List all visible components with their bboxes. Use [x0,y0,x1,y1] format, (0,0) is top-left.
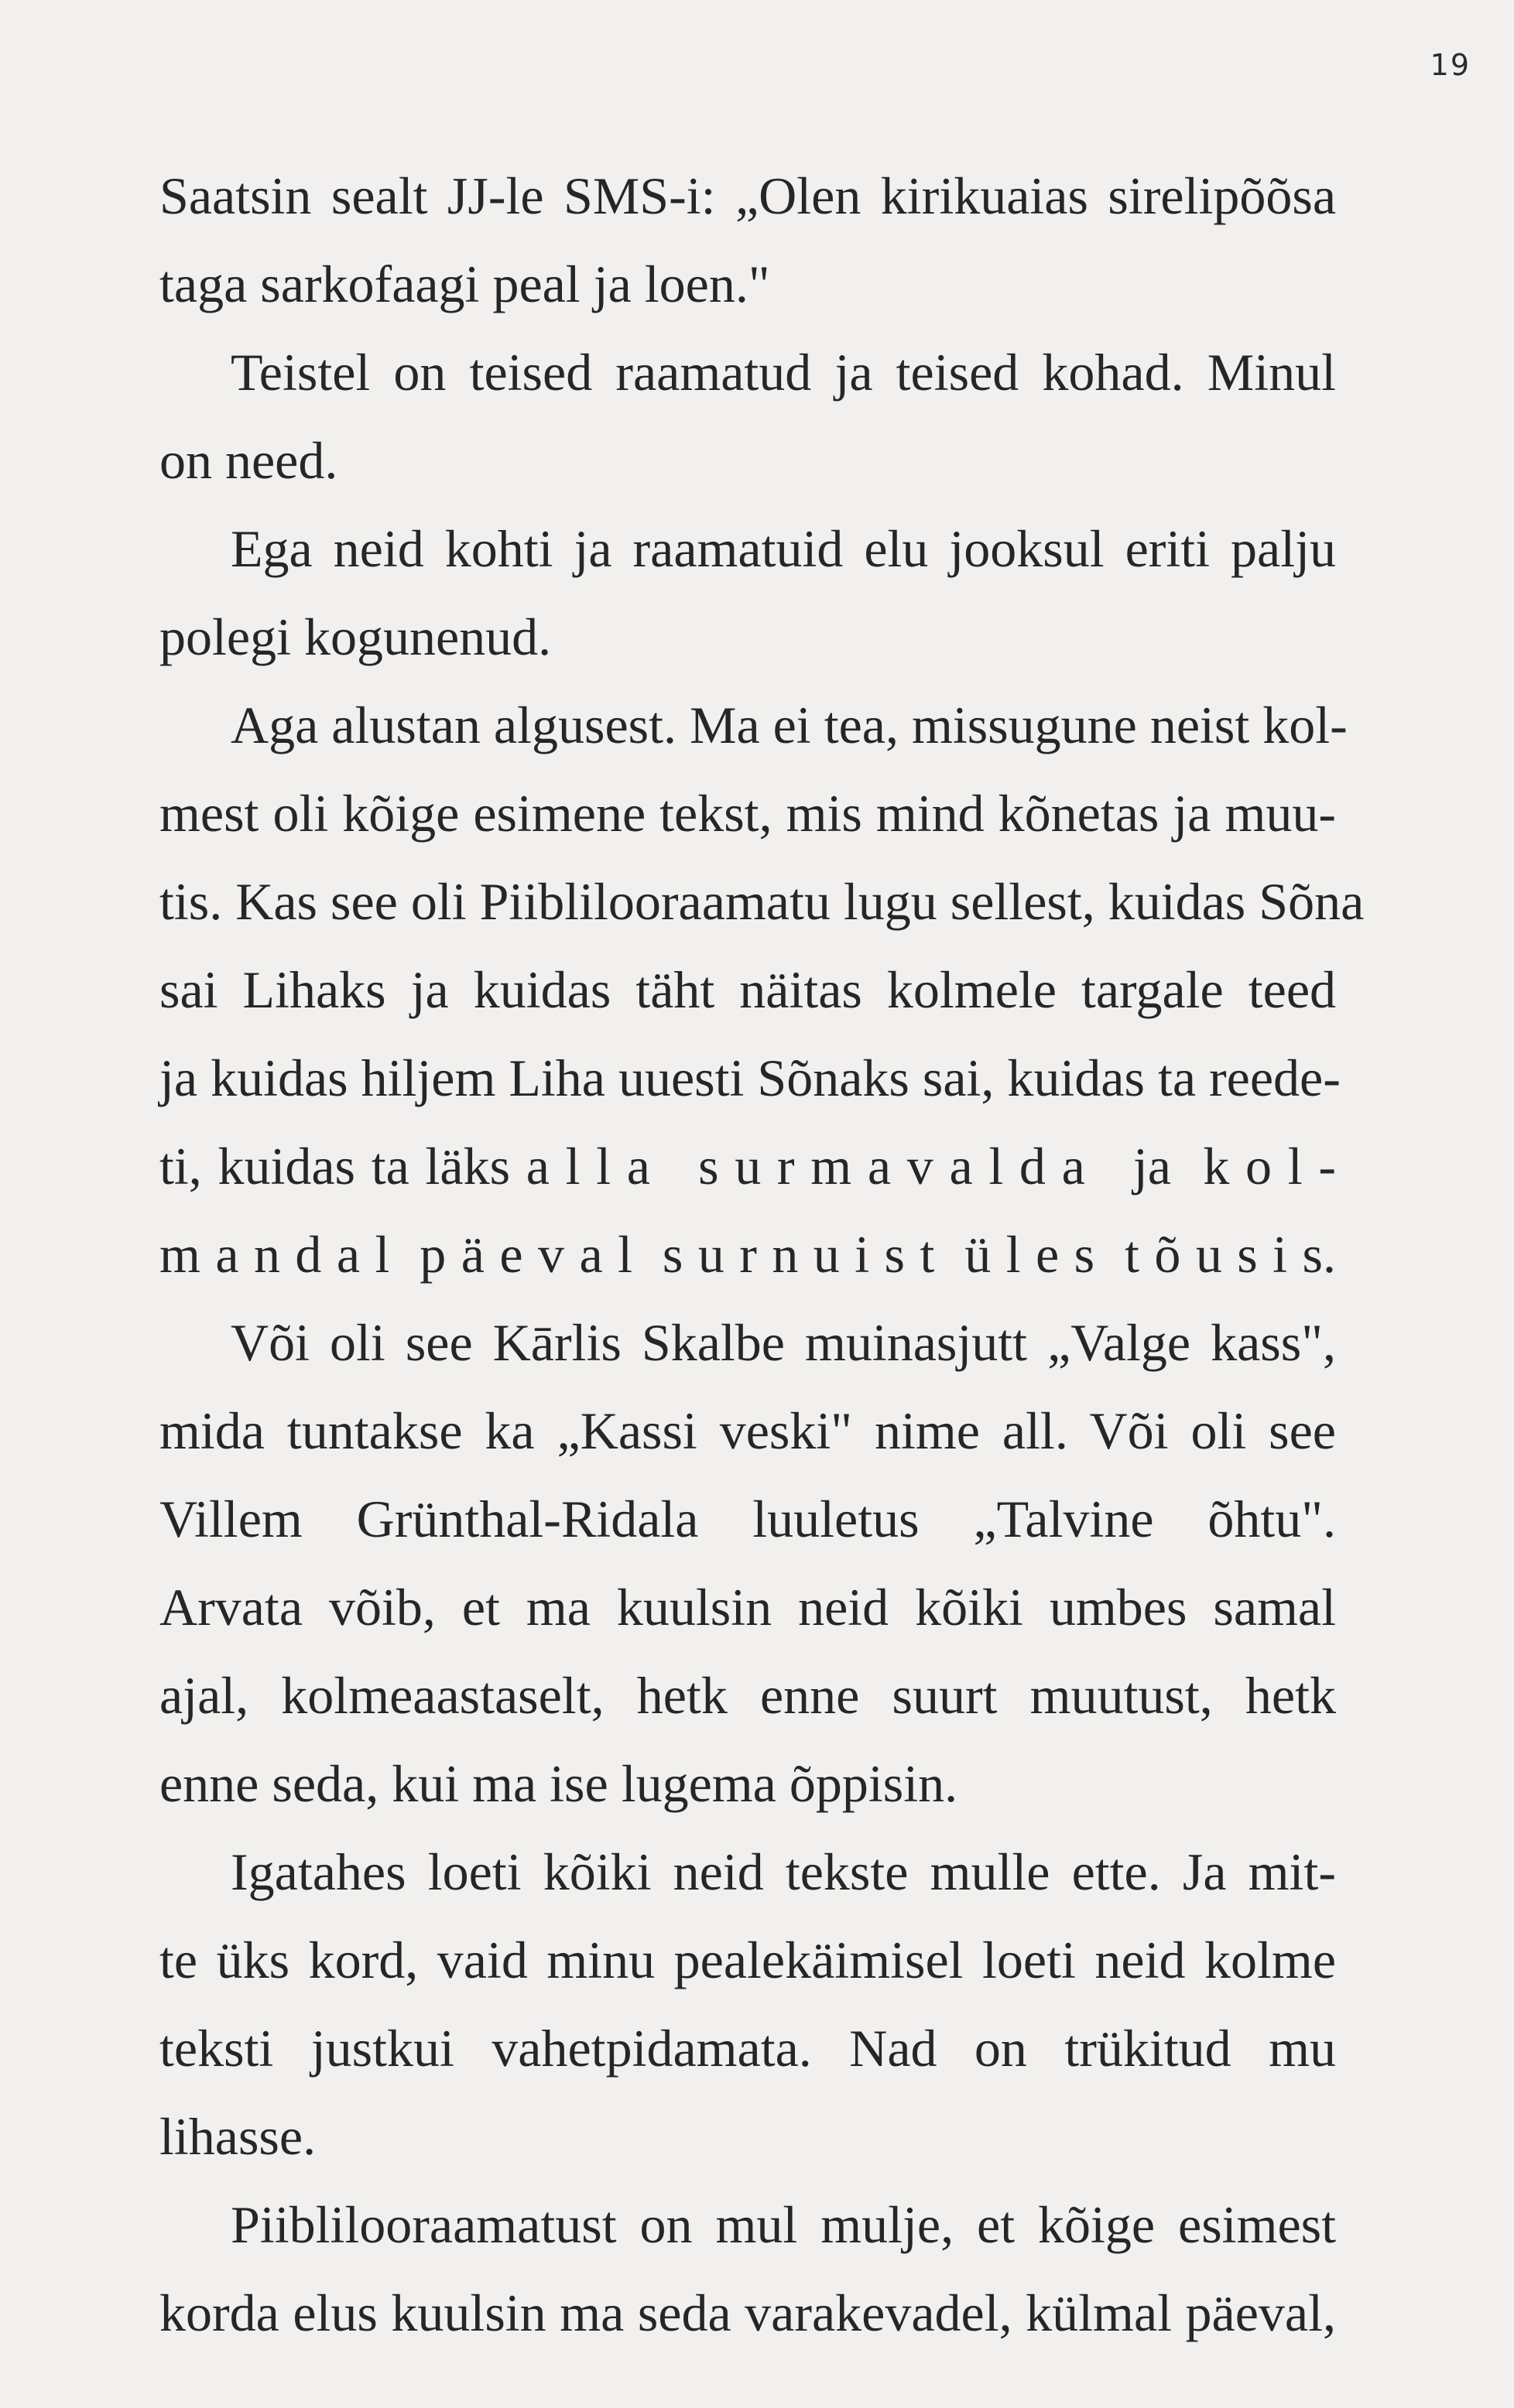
text-line: Või oli see Kārlis Skalbe muinasjutt „Valge kass", [231,1313,1336,1372]
text-line: Igatahes loeti kõiki neid tekste mulle ette. Ja mit- [231,1842,1336,1901]
text-line: ja kuidas hiljem Liha uuesti Sõnaks sai, kuidas ta reede- [159,1048,1341,1107]
text-line: mida tuntakse ka „Kassi veski" nime all. Või oli see [159,1401,1336,1460]
text-line: lihasse. [159,2107,317,2166]
text-line: tis. Kas see oli Piiblilooraamatu lugu sellest, kuidas Sõna [159,872,1365,931]
text-line: mest oli kõige esimene tekst, mis mind kõnetas ja muu- [159,784,1336,843]
text-line: teksti justkui vahetpidamata. Nad on trükitud mu [159,2019,1336,2078]
text-line: ajal, kolmeaastaselt, hetk enne suurt muutust, hetk [159,1666,1336,1725]
page-number: 19 [1430,48,1471,82]
text-line: sai Lihaks ja kuidas täht näitas kolmele targale teed [159,960,1336,1019]
text-line: korda elus kuulsin ma seda varakevadel, külmal päeval, [159,2283,1336,2342]
text-line: enne seda, kui ma ise lugema õppisin. [159,1754,958,1813]
text-line: Villem Grünthal-Ridala luuletus „Talvine õhtu". [159,1490,1336,1548]
text-line: Saatsin sealt JJ-le SMS-i: „Olen kirikuaias sirelipõõsa [159,166,1336,225]
text-line: Ega neid kohti ja raamatuid elu jooksul eriti palju [231,519,1336,578]
text-line: on need. [159,431,338,490]
text-line: te üks kord, vaid minu pealekäimisel loeti neid kolme [159,1931,1336,1989]
text-line: Aga alustan algusest. Ma ei tea, missugune neist kol- [231,696,1348,754]
text-line: taga sarkofaagi peal ja loen." [159,255,770,313]
text-line: polegi kogunenud. [159,607,552,666]
text-line: m a n d a l p ä e v a l s u r n u i s t ü l e s t õ u s i s. [159,1225,1336,1284]
text-line: Arvata võib, et ma kuulsin neid kõiki umbes samal [159,1578,1336,1637]
text-line: ti, kuidas ta läks a l l a s u r m a v a l d a ja k o l - [159,1137,1336,1195]
text-line: Piiblilooraamatust on mul mulje, et kõige esimest [231,2195,1336,2254]
text-line: Teistel on teised raamatud ja teised kohad. Minul [231,343,1336,402]
body-text [159,152,1365,2357]
